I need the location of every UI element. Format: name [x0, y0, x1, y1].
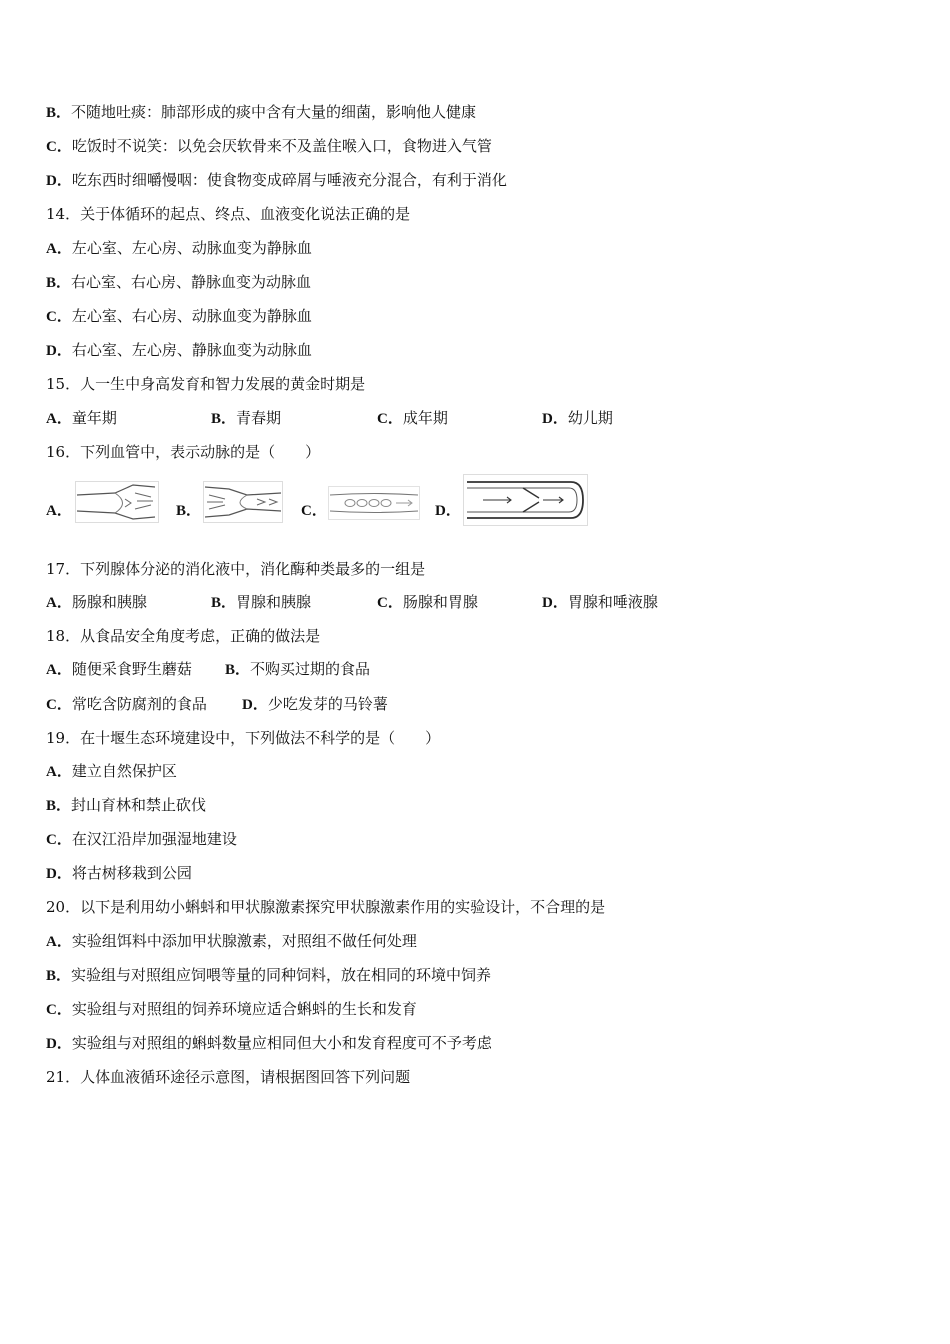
- vessel-diagram-a: [75, 481, 159, 523]
- q20-option-a: [46, 931, 417, 952]
- q16-option-c: [301, 500, 327, 521]
- q14-option-d: [46, 340, 312, 361]
- q14-option-b: [46, 272, 311, 293]
- q13-option-c: [46, 136, 492, 157]
- option-label: C．: [46, 832, 72, 848]
- option-label: C．: [46, 1002, 72, 1018]
- q16-option-d: [435, 500, 461, 521]
- q14-stem: 14．关于体循环的起点、终点、血液变化说法正确的是: [46, 205, 411, 223]
- option-text: 右心室、右心房、静脉血变为动脉血: [71, 273, 312, 291]
- option-text: 实验组饵料中添加甲状腺激素，对照组不做任何处理: [71, 932, 417, 950]
- option-text: 青春期: [236, 409, 282, 427]
- q15-option-a: [46, 408, 117, 429]
- q18-option-a: [46, 659, 192, 680]
- option-text: 随便采食野生蘑菇: [71, 660, 192, 678]
- q14-option-a: [46, 238, 312, 259]
- q19-stem: 19．在十堰生态环境建设中，下列做法不科学的是（ ）: [46, 729, 441, 747]
- option-text: 胃腺和唾液腺: [567, 593, 658, 611]
- q14-option-c: [46, 306, 312, 327]
- option-label: D．: [46, 173, 72, 189]
- option-label: B．: [211, 595, 237, 611]
- option-text: 封山育林和禁止砍伐: [71, 796, 207, 814]
- q19-option-c: [46, 829, 237, 850]
- option-label: C．: [301, 503, 327, 519]
- option-label: D．: [242, 697, 268, 713]
- option-text: 在汉江沿岸加强湿地建设: [71, 830, 237, 848]
- option-label: B．: [46, 968, 72, 984]
- q15-option-c: [377, 408, 448, 429]
- option-text: 常吃含防腐剂的食品: [71, 695, 207, 713]
- q20-option-c: [46, 999, 417, 1020]
- option-label: A．: [46, 241, 72, 257]
- q15-option-d: [542, 408, 613, 429]
- option-label: B．: [211, 411, 237, 427]
- option-text: 吃饭时不说笑：以免会厌软骨来不及盖住喉入口，食物进入气管: [71, 137, 492, 155]
- option-text: 吃东西时细嚼慢咽：使食物变成碎屑与唾液充分混合，有利于消化: [71, 171, 507, 189]
- option-label: C．: [46, 139, 72, 155]
- option-text: 实验组与对照组的蝌蚪数量应相同但大小和发育程度可不予考虑: [71, 1034, 492, 1052]
- option-text: 童年期: [71, 409, 117, 427]
- q20-option-b: [46, 965, 491, 986]
- option-label: C．: [46, 697, 72, 713]
- q18-option-b: [225, 659, 370, 680]
- vessel-diagram-b: [203, 481, 283, 523]
- option-text: 建立自然保护区: [71, 762, 177, 780]
- option-label: D．: [542, 595, 568, 611]
- q13-option-d: [46, 170, 507, 191]
- option-text: 不购买过期的食品: [250, 660, 371, 678]
- option-label: D．: [46, 866, 72, 882]
- q19-option-d: [46, 863, 192, 884]
- option-label: A．: [46, 503, 72, 519]
- option-text: 肠腺和胃腺: [402, 593, 478, 611]
- option-label: B．: [46, 105, 72, 121]
- vessel-diagram-c: [328, 486, 420, 520]
- option-text: 少吃发芽的马铃薯: [267, 695, 388, 713]
- option-label: C．: [46, 309, 72, 325]
- option-text: 胃腺和胰腺: [236, 593, 312, 611]
- q17-option-d: [542, 592, 658, 613]
- option-label: B．: [46, 275, 72, 291]
- option-text: 肠腺和胰腺: [71, 593, 147, 611]
- q19-option-b: [46, 795, 206, 816]
- q18-stem: 18．从食品安全角度考虑，正确的做法是: [46, 627, 321, 645]
- option-text: 左心室、右心房、动脉血变为静脉血: [71, 307, 312, 325]
- option-text: 将古树移栽到公园: [71, 864, 192, 882]
- q18-option-c: [46, 694, 207, 715]
- q17-option-b: [211, 592, 311, 613]
- option-label: D．: [435, 503, 461, 519]
- q13-option-b: [46, 102, 476, 123]
- option-text: 实验组与对照组应饲喂等量的同种饲料，放在相同的环境中饲养: [71, 966, 492, 984]
- option-label: D．: [46, 1036, 72, 1052]
- option-label: A．: [46, 934, 72, 950]
- q19-option-a: [46, 761, 177, 782]
- option-text: 右心室、左心房、静脉血变为动脉血: [71, 341, 312, 359]
- option-label: A．: [46, 764, 72, 780]
- q21-stem: 21．人体血液循环途径示意图，请根据图回答下列问题: [46, 1068, 411, 1086]
- option-label: B．: [176, 503, 202, 519]
- option-label: A．: [46, 662, 72, 678]
- option-text: 成年期: [402, 409, 448, 427]
- q16-stem: 16．下列血管中，表示动脉的是（ ）: [46, 443, 321, 461]
- q15-option-b: [211, 408, 281, 429]
- q15-stem: 15．人一生中身高发育和智力发展的黄金时期是: [46, 375, 366, 393]
- option-label: D．: [542, 411, 568, 427]
- q17-option-c: [377, 592, 478, 613]
- option-label: A．: [46, 595, 72, 611]
- option-text: 不随地吐痰：肺部形成的痰中含有大量的细菌，影响他人健康: [71, 103, 477, 121]
- q16-option-a: [46, 500, 72, 521]
- option-label: B．: [46, 798, 72, 814]
- option-label: D．: [46, 343, 72, 359]
- option-text: 左心室、左心房、动脉血变为静脉血: [71, 239, 312, 257]
- option-label: A．: [46, 411, 72, 427]
- q17-option-a: [46, 592, 147, 613]
- q20-option-d: [46, 1033, 492, 1054]
- option-label: C．: [377, 411, 403, 427]
- q20-stem: 20．以下是利用幼小蝌蚪和甲状腺激素探究甲状腺激素作用的实验设计，不合理的是: [46, 898, 606, 916]
- option-text: 实验组与对照组的饲养环境应适合蝌蚪的生长和发育: [71, 1000, 417, 1018]
- option-label: B．: [225, 662, 251, 678]
- q18-option-d: [242, 694, 388, 715]
- vessel-diagram-d: [463, 474, 588, 526]
- q16-option-b: [176, 500, 201, 521]
- option-text: 幼儿期: [567, 409, 613, 427]
- q17-stem: 17．下列腺体分泌的消化液中，消化酶种类最多的一组是: [46, 560, 426, 578]
- option-label: C．: [377, 595, 403, 611]
